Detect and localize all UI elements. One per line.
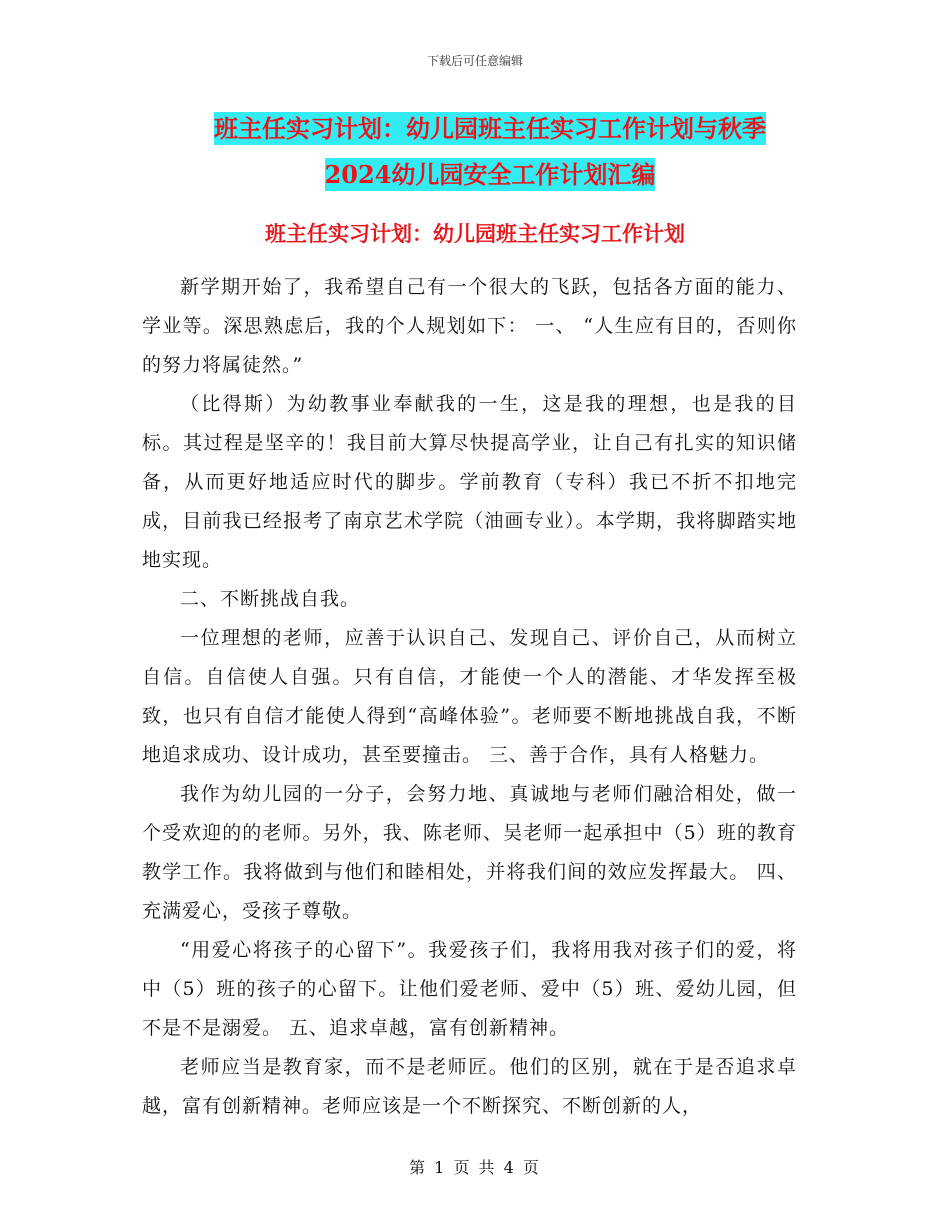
document-title-line-1: 班主任实习计划：幼儿园班主任实习工作计划与秋季	[214, 114, 766, 143]
body-text	[142, 268, 797, 1126]
paragraph: “用爱心将孩子的心留下”。我爱孩子们，我将用我对孩子们的爱，将中（5）班的孩子的心留下。让他们爱老师、爱中（5）班、爱幼儿园，但不是不是溺爱。 五、追求卓越，富有创新精神。	[142, 939, 797, 1039]
document-title-line-2: 2024幼儿园安全工作计划汇编	[324, 160, 656, 189]
paragraph: 老师应当是教育家，而不是老师匠。他们的区别，就在于是否追求卓越，富有创新精神。老师应该是一个不断探究、不断创新的人，	[142, 1056, 797, 1117]
paragraph: （比得斯）为幼教事业奉献我的一生，这是我的理想，也是我的目标。其过程是坚辛的！我目前大算尽快提高学业，让自己有扎实的知识储备，从而更好地适应时代的脚步。学前教育（专科）我已不折不扣地完成，目前我已经报考了南京艺术学院（油画专业）。本学期，我将脚踏实地地实现。	[142, 393, 797, 571]
paragraph: 一位理想的老师，应善于认识自己、发现自己、评价自己，从而树立自信。自信使人自强。只有自信，才能使一个人的潜能、才华发挥至极致，也只有自信才能使人得到“高峰体验”。老师要不断地挑战自我，不断地追求成功、设计成功，甚至要撞击。 三、善于合作，具有人格魅力。	[142, 627, 797, 766]
section-title: 班主任实习计划：幼儿园班主任实习工作计划	[265, 221, 685, 246]
page-header-note: 下载后可任意编辑	[426, 54, 523, 68]
document-title	[140, 106, 840, 198]
page-footer: 第 1 页 共 4 页	[409, 1158, 541, 1177]
paragraph: 我作为幼儿园的一分子，会努力地、真诚地与老师们融洽相处，做一个受欢迎的的老师。另外，我、陈老师、吴老师一起承担中（5）班的教育教学工作。我将做到与他们和睦相处，并将我们间的效应发挥最大。 四、充满爱心，受孩子尊敬。	[142, 783, 797, 922]
paragraph: 新学期开始了，我希望自己有一个很大的飞跃，包括各方面的能力、学业等。深思熟虑后，我的个人规划如下： 一、 “人生应有目的，否则你的努力将属徒然。”	[142, 276, 797, 376]
paragraph: 二、不断挑战自我。	[180, 588, 361, 610]
